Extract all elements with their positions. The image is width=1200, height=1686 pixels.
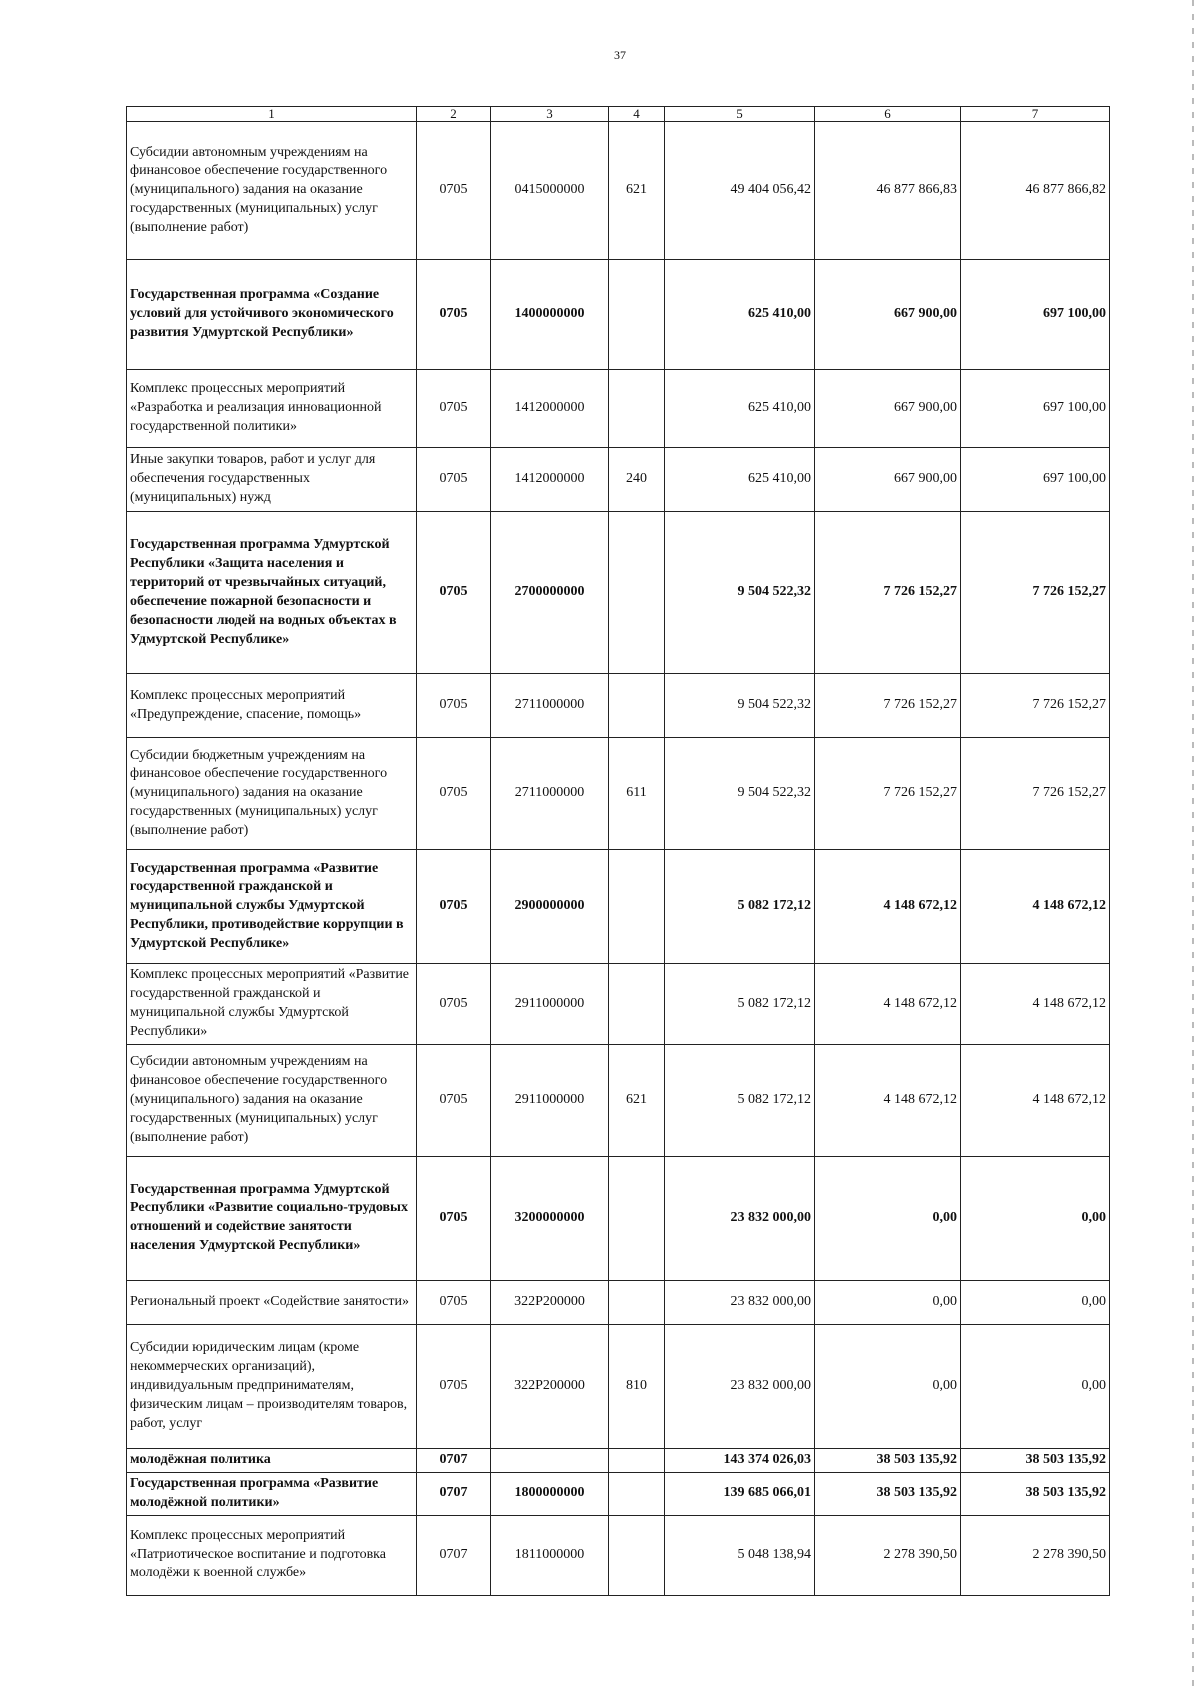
row-name-cell: Государственная программа Удмуртской Республики «Защита населения и территорий от чрезвычайных ситуаций, обеспечение пожарной безопасности и безопасности людей на водных объектах в Удмуртской Республике» <box>127 512 417 674</box>
expense-type-cell: 611 <box>609 738 665 850</box>
target-article-cell: 2900000000 <box>491 850 609 964</box>
section-code-cell: 0705 <box>417 448 491 512</box>
amount-col6-cell: 4 148 672,12 <box>815 850 961 964</box>
expense-type-cell <box>609 370 665 448</box>
row-name-cell: Субсидии бюджетным учреждениям на финансовое обеспечение государственного (муниципального) задания на оказание государственных (муниципальных) услуг (выполнение работ) <box>127 738 417 850</box>
row-name-cell: молодёжная политика <box>127 1448 417 1472</box>
amount-col5-cell: 49 404 056,42 <box>665 122 815 260</box>
target-article-cell: 322P200000 <box>491 1280 609 1324</box>
amount-col5-cell: 139 685 066,01 <box>665 1472 815 1515</box>
amount-col7-cell: 2 278 390,50 <box>961 1515 1110 1595</box>
target-article-cell: 2711000000 <box>491 674 609 738</box>
header-cell: 2 <box>417 107 491 122</box>
row-name-cell: Государственная программа «Развитие молодёжной политики» <box>127 1472 417 1515</box>
section-code-cell: 0707 <box>417 1472 491 1515</box>
header-cell: 6 <box>815 107 961 122</box>
row-name-cell: Комплекс процессных мероприятий «Предупреждение, спасение, помощь» <box>127 674 417 738</box>
amount-col6-cell: 7 726 152,27 <box>815 512 961 674</box>
target-article-cell: 0415000000 <box>491 122 609 260</box>
expense-type-cell: 621 <box>609 122 665 260</box>
amount-col7-cell: 7 726 152,27 <box>961 512 1110 674</box>
amount-col5-cell: 9 504 522,32 <box>665 738 815 850</box>
amount-col5-cell: 5 082 172,12 <box>665 1044 815 1156</box>
amount-col7-cell: 4 148 672,12 <box>961 1044 1110 1156</box>
row-name-cell: Комплекс процессных мероприятий «Развитие государственной гражданской и муниципальной службы Удмуртской Республики» <box>127 964 417 1045</box>
header-cell: 7 <box>961 107 1110 122</box>
amount-col6-cell: 667 900,00 <box>815 260 961 370</box>
expense-type-cell <box>609 260 665 370</box>
amount-col5-cell: 143 374 026,03 <box>665 1448 815 1472</box>
header-cell: 3 <box>491 107 609 122</box>
amount-col7-cell: 697 100,00 <box>961 260 1110 370</box>
expense-type-cell <box>609 1156 665 1280</box>
expense-type-cell <box>609 1515 665 1595</box>
expense-type-cell: 240 <box>609 448 665 512</box>
section-code-cell: 0705 <box>417 122 491 260</box>
table-row <box>127 512 1110 674</box>
amount-col6-cell: 4 148 672,12 <box>815 964 961 1045</box>
row-name-cell: Субсидии автономным учреждениям на финансовое обеспечение государственного (муниципального) задания на оказание государственных (муниципальных) услуг (выполнение работ) <box>127 122 417 260</box>
section-code-cell: 0705 <box>417 964 491 1045</box>
target-article-cell: 1400000000 <box>491 260 609 370</box>
amount-col7-cell: 4 148 672,12 <box>961 850 1110 964</box>
section-code-cell: 0707 <box>417 1515 491 1595</box>
expense-type-cell <box>609 850 665 964</box>
amount-col7-cell: 0,00 <box>961 1156 1110 1280</box>
amount-col7-cell: 38 503 135,92 <box>961 1472 1110 1515</box>
section-code-cell: 0705 <box>417 260 491 370</box>
section-code-cell: 0705 <box>417 850 491 964</box>
table-row <box>127 964 1110 1045</box>
target-article-cell: 2911000000 <box>491 964 609 1045</box>
scan-edge-mark <box>1192 0 1194 1686</box>
amount-col7-cell: 7 726 152,27 <box>961 738 1110 850</box>
table-row <box>127 1156 1110 1280</box>
amount-col5-cell: 625 410,00 <box>665 448 815 512</box>
table-row <box>127 674 1110 738</box>
amount-col5-cell: 23 832 000,00 <box>665 1280 815 1324</box>
amount-col5-cell: 5 082 172,12 <box>665 850 815 964</box>
table-header-row <box>127 107 1110 122</box>
amount-col6-cell: 667 900,00 <box>815 448 961 512</box>
target-article-cell: 2700000000 <box>491 512 609 674</box>
section-code-cell: 0705 <box>417 674 491 738</box>
table-row <box>127 738 1110 850</box>
expense-type-cell <box>609 964 665 1045</box>
table-row <box>127 1280 1110 1324</box>
amount-col6-cell: 46 877 866,83 <box>815 122 961 260</box>
amount-col5-cell: 23 832 000,00 <box>665 1324 815 1448</box>
amount-col5-cell: 5 082 172,12 <box>665 964 815 1045</box>
amount-col7-cell: 7 726 152,27 <box>961 674 1110 738</box>
amount-col5-cell: 625 410,00 <box>665 370 815 448</box>
section-code-cell: 0705 <box>417 512 491 674</box>
table-row <box>127 850 1110 964</box>
header-cell: 5 <box>665 107 815 122</box>
row-name-cell: Субсидии автономным учреждениям на финансовое обеспечение государственного (муниципального) задания на оказание государственных (муниципальных) услуг (выполнение работ) <box>127 1044 417 1156</box>
target-article-cell: 322P200000 <box>491 1324 609 1448</box>
expense-type-cell: 621 <box>609 1044 665 1156</box>
row-name-cell: Региональный проект «Содействие занятости» <box>127 1280 417 1324</box>
expense-type-cell <box>609 512 665 674</box>
table-row <box>127 1448 1110 1472</box>
expense-type-cell: 810 <box>609 1324 665 1448</box>
amount-col7-cell: 38 503 135,92 <box>961 1448 1110 1472</box>
amount-col5-cell: 5 048 138,94 <box>665 1515 815 1595</box>
target-article-cell <box>491 1448 609 1472</box>
amount-col7-cell: 0,00 <box>961 1324 1110 1448</box>
section-code-cell: 0705 <box>417 1156 491 1280</box>
row-name-cell: Комплекс процессных мероприятий «Патриотическое воспитание и подготовка молодёжи к военной службе» <box>127 1515 417 1595</box>
row-name-cell: Государственная программа «Создание условий для устойчивого экономического развития Удмуртской Республики» <box>127 260 417 370</box>
table-row <box>127 1515 1110 1595</box>
expense-type-cell <box>609 674 665 738</box>
target-article-cell: 1811000000 <box>491 1515 609 1595</box>
header-cell: 4 <box>609 107 665 122</box>
header-cell: 1 <box>127 107 417 122</box>
section-code-cell: 0705 <box>417 738 491 850</box>
amount-col7-cell: 4 148 672,12 <box>961 964 1110 1045</box>
expense-type-cell <box>609 1280 665 1324</box>
amount-col6-cell: 7 726 152,27 <box>815 738 961 850</box>
budget-table <box>126 106 1110 1596</box>
amount-col7-cell: 697 100,00 <box>961 448 1110 512</box>
row-name-cell: Субсидии юридическим лицам (кроме некоммерческих организаций), индивидуальным предпринимателям, физическим лицам – производителям товаров, работ, услуг <box>127 1324 417 1448</box>
amount-col6-cell: 667 900,00 <box>815 370 961 448</box>
target-article-cell: 2711000000 <box>491 738 609 850</box>
section-code-cell: 0705 <box>417 1044 491 1156</box>
amount-col6-cell: 0,00 <box>815 1324 961 1448</box>
row-name-cell: Государственная программа «Развитие государственной гражданской и муниципальной службы Удмуртской Республики, противодействие коррупции в Удмуртской Республике» <box>127 850 417 964</box>
amount-col5-cell: 9 504 522,32 <box>665 512 815 674</box>
table-row <box>127 1472 1110 1515</box>
amount-col7-cell: 0,00 <box>961 1280 1110 1324</box>
table-row <box>127 370 1110 448</box>
table-row <box>127 1324 1110 1448</box>
amount-col6-cell: 0,00 <box>815 1156 961 1280</box>
expense-type-cell <box>609 1472 665 1515</box>
target-article-cell: 1412000000 <box>491 448 609 512</box>
table-row <box>127 1044 1110 1156</box>
amount-col7-cell: 697 100,00 <box>961 370 1110 448</box>
section-code-cell: 0707 <box>417 1448 491 1472</box>
target-article-cell: 2911000000 <box>491 1044 609 1156</box>
amount-col5-cell: 625 410,00 <box>665 260 815 370</box>
expense-type-cell <box>609 1448 665 1472</box>
row-name-cell: Иные закупки товаров, работ и услуг для обеспечения государственных (муниципальных) нужд <box>127 448 417 512</box>
amount-col7-cell: 46 877 866,82 <box>961 122 1110 260</box>
amount-col6-cell: 7 726 152,27 <box>815 674 961 738</box>
amount-col6-cell: 4 148 672,12 <box>815 1044 961 1156</box>
amount-col6-cell: 2 278 390,50 <box>815 1515 961 1595</box>
table-row <box>127 122 1110 260</box>
target-article-cell: 1800000000 <box>491 1472 609 1515</box>
page-number: 37 <box>614 48 626 62</box>
amount-col6-cell: 38 503 135,92 <box>815 1448 961 1472</box>
amount-col5-cell: 9 504 522,32 <box>665 674 815 738</box>
row-name-cell: Государственная программа Удмуртской Республики «Развитие социально-трудовых отношений и содействие занятости населения Удмуртской Республики» <box>127 1156 417 1280</box>
section-code-cell: 0705 <box>417 1324 491 1448</box>
section-code-cell: 0705 <box>417 370 491 448</box>
target-article-cell: 1412000000 <box>491 370 609 448</box>
section-code-cell: 0705 <box>417 1280 491 1324</box>
row-name-cell: Комплекс процессных мероприятий «Разработка и реализация инновационной государственной политики» <box>127 370 417 448</box>
target-article-cell: 3200000000 <box>491 1156 609 1280</box>
table-row <box>127 260 1110 370</box>
amount-col5-cell: 23 832 000,00 <box>665 1156 815 1280</box>
table-row <box>127 448 1110 512</box>
amount-col6-cell: 0,00 <box>815 1280 961 1324</box>
amount-col6-cell: 38 503 135,92 <box>815 1472 961 1515</box>
